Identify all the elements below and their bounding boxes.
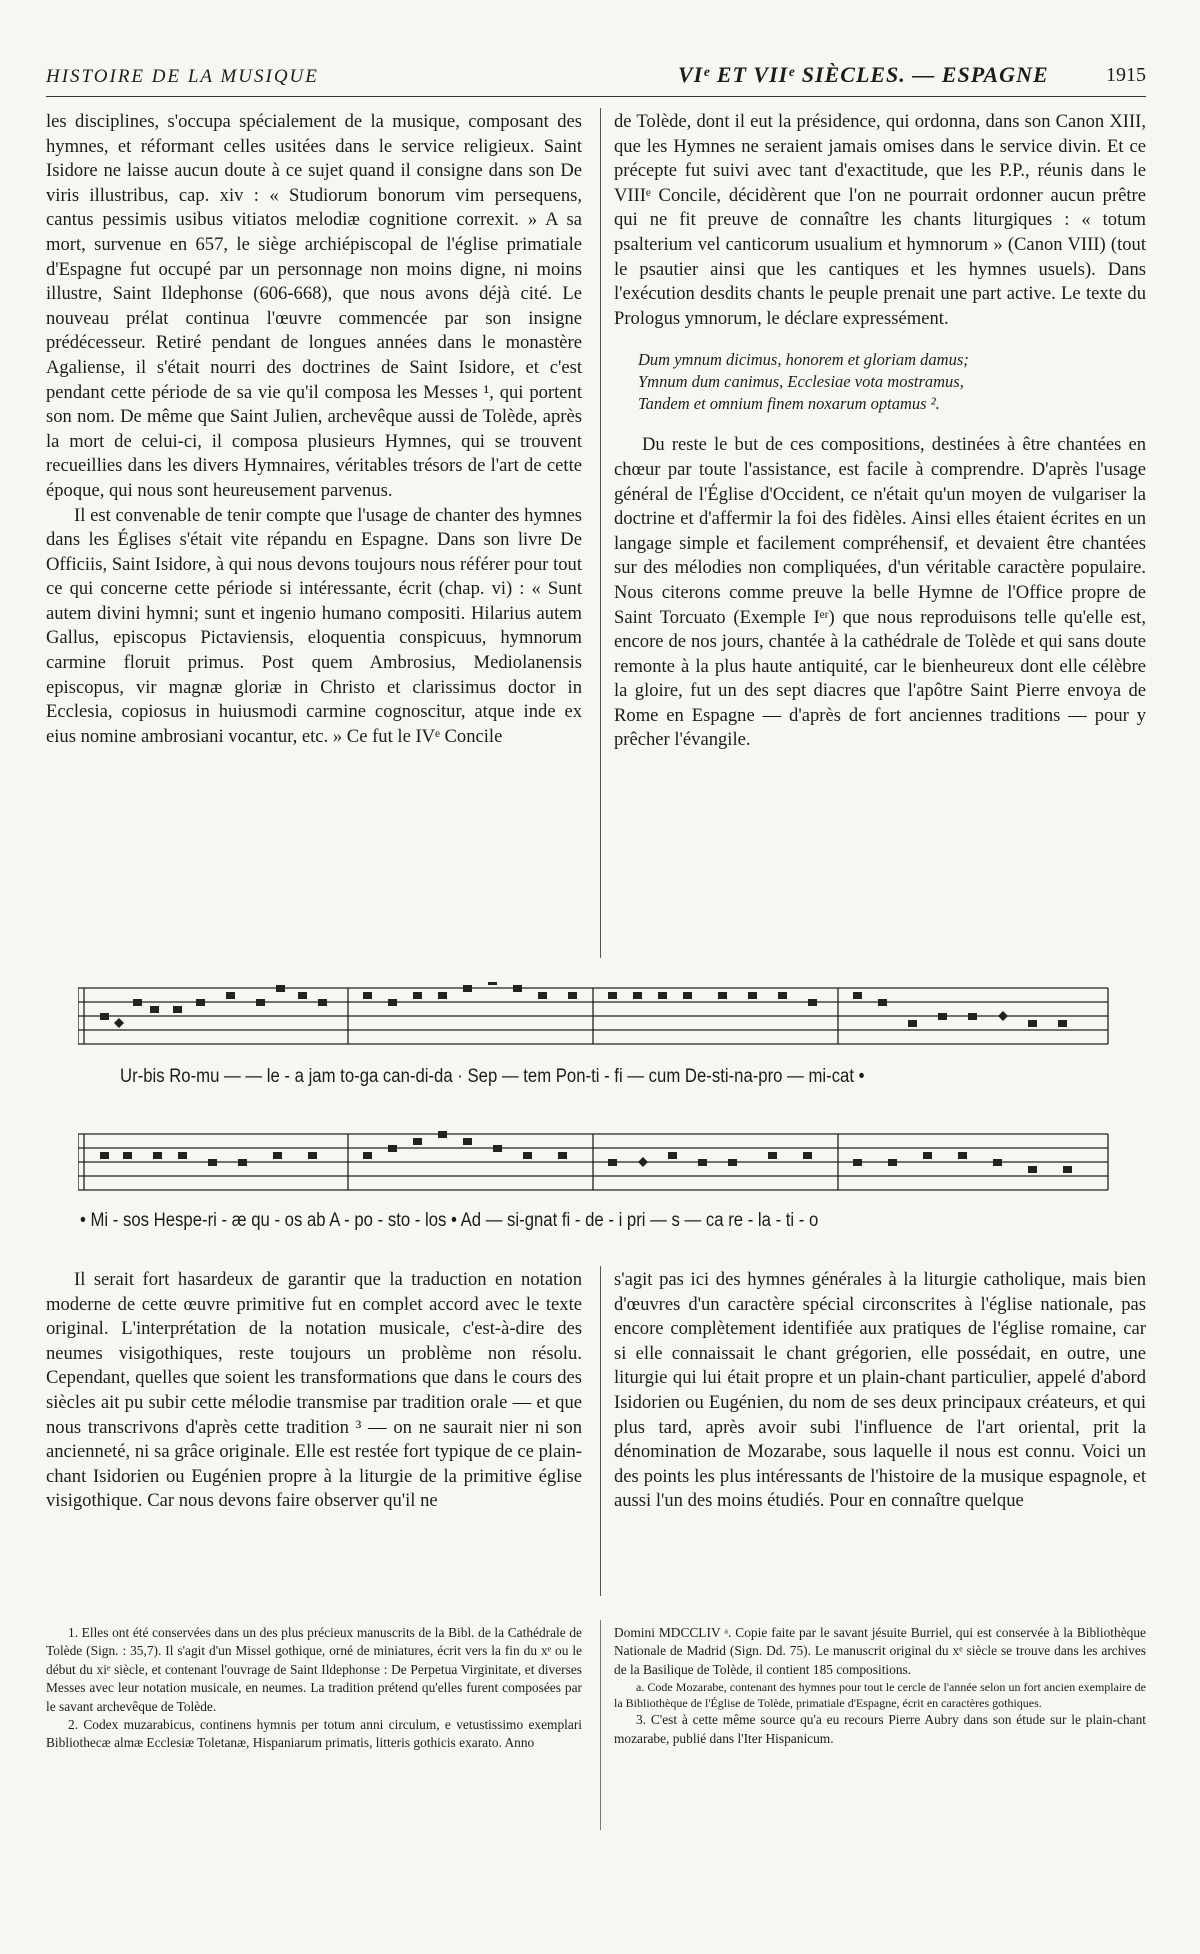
- header-chapter: VIᵉ ET VIIᵉ SIÈCLES. — ESPAGNE: [678, 62, 1049, 87]
- footnote-a: a. Code Mozarabe, contenant des hymnes pour tout le cercle de l'année selon un fort ancien exemplaire de la Bibliothèque de l'Église de Tolède, primatiale d'Espagne, écrit en caractères gothiques.: [614, 1680, 1146, 1711]
- verse-line: Ymnum dum canimus, Ecclesiae vota mostramus,: [638, 372, 964, 392]
- running-header: [46, 62, 1146, 92]
- left-column-bottom: [46, 1268, 582, 1514]
- column-divider-top: [600, 108, 601, 958]
- bottom-left-paragraph: Il serait fort hasardeux de garantir que la traduction en notation moderne de cette œuvre primitive fut en complet accord avec le texte original. L'interprétation de la notation musicale, c'est-à-dire des neumes visigothiques, reste toujours un problème non résolu. Cependant, quelles que soient les transformations que dans le cours des siècles ait pu subir cette mélodie transmise par tradition orale — et que nous transcrivons d'après cette tradition ³ — on ne saurait nier ni son ancienneté, ni sa grâce originale. Elle est restée fort typique de ce plain-chant Isidorien ou Eugénien propre à la liturgie de la primitive église visigothique. Car nous devons faire observer qu'il ne: [46, 1269, 582, 1512]
- footnotes-left: [46, 1624, 582, 1753]
- page-number: 1915: [1106, 64, 1146, 86]
- left-paragraph-2: Il est convenable de tenir compte que l'usage de chanter des hymnes dans les Églises s'était vite répandu en Espagne. Dans son livre De Officiis, Saint Isidore, à qui nous devons toujours nous référer pour tout ce qui concerne cette période si intéressante, écrit (chap. vi) : « Sunt autem divini hymni; sunt et ingenio humano compositi. Hilarius autem Gallus, episcopus Pictaviensis, eloquentia conspicuus, hymnorum carmine floruit primus. Post quem Ambrosius, Mediolanensis episcopus, vir magnæ gloriæ in Christo et clarissimus doctor in Ecclesia, copiosus in huiusmodi carmine cognoscitur, atque inde ex eius nomine ambrosiani vocantur, etc. » Ce fut le IVᵉ Concile: [46, 504, 582, 747]
- footnote-1: 1. Elles ont été conservées dans un des plus précieux manuscrits de la Bibl. de la Cathédrale de Tolède (Sign. : 35,7). Il s'agit d'un Missel gothique, orné de miniatures, écrit vers la fin du xᵉ ou le début du xiᵉ siècle, et contenant l'ouvrage de Saint Ildephonse : De Perpetua Virginitate, et diverses Messes avec leur notation musicale, en neumes. La tradition prétend qu'elles furent composées par le savant archevêque de Tolède.: [46, 1625, 582, 1714]
- music-lyrics-2: • Mi - sos Hespe-ri - æ qu - os ab A - po - sto - los • Ad — si-gnat fi - de - i pri — s — ca re - la - ti - o: [80, 1210, 819, 1231]
- right-paragraph-2: Du reste le but de ces compositions, destinées à être chantées en chœur par toute l'assistance, est facile à comprendre. D'après l'usage général de l'Église d'Occident, ce n'était qu'un moyen de vulgariser la doctrine et d'affermir la foi des fidèles. Ainsi elles étaient écrites en un langage simple et facilement compréhensif, et devaient être chantées sur des mélodies non compliquées, d'un véritable caractère populaire. Nous citerons comme preuve la belle Hymne de l'Office propre de Saint Torcuato (Exemple Iᵉʳ) que nous reproduisons telle qu'elle est, encore de nos jours, chantée à la cathédrale de Tolède et qui sans doute remonte à la plus haute antiquité, car le bienheureux dont elle célèbre la gloire, fut un des sept diacres que l'apôtre Saint Pierre envoya de Rome en Espagne — d'après de fort anciennes traditions — pour y prêcher l'évangile.: [614, 434, 1146, 751]
- right-column-bottom: [614, 1268, 1146, 1514]
- bottom-right-paragraph: s'agit pas ici des hymnes générales à la liturgie catholique, mais bien d'œuvres d'un caractère spécial circonscrites à l'église nationale, pas encore complètement identifiée aux pratiques de l'église romaine, car si elle connaissait le chant grégorien, elle possédait, en outre, une liturgie qui lui était propre et un plain-chant particulier, appelé d'abord Isidorien ou Eugénien, du nom de ses deux principaux créateurs, et qui plus tard, après avoir subi l'influence de l'art oriental, prit la dénomination de Mozarabe, sous laquelle il nous est connu. Voici un des points les plus intéressants de l'histoire de la musique espagnole, et aussi l'un des moins étudiés. Pour en connaître quelque: [614, 1269, 1146, 1512]
- header-rule: [46, 96, 1146, 97]
- music-staff-2: [78, 1128, 1118, 1218]
- right-column-top: [614, 110, 1146, 753]
- verse-line: Dum ymnum dicimus, honorem et gloriam damus;: [638, 350, 969, 370]
- footnote-2: 2. Codex muzarabicus, continens hymnis per totum anni circulum, e vetustissimo exemplari Bibliothecæ almæ Ecclesiæ Toletanæ, Hispaniarum primatis, litteris gothicis exarato. Anno: [46, 1717, 582, 1751]
- verse-line: Tandem et omnium finem noxarum optamus ².: [638, 394, 940, 414]
- music-staff-1: [78, 982, 1118, 1072]
- footnote-3: 3. C'est à cette même source qu'a eu recours Pierre Aubry dans son étude sur le plain-chant mozarabe, publié dans l'Iter Hispanicum.: [614, 1712, 1146, 1746]
- left-column-top: [46, 110, 582, 749]
- footnotes-right: [614, 1624, 1146, 1748]
- music-lyrics-1: Ur-bis Ro-mu — — le - a jam to-ga can-di-da · Sep — tem Pon-ti - fi — cum De-sti-na-pro — mi-cat •: [120, 1066, 865, 1087]
- left-paragraph-1: les disciplines, s'occupa spécialement de la musique, composant des hymnes, et réformant celles usitées dans le service religieux. Saint Isidore ne laisse aucun doute à ce sujet quand il consigne dans son De viris illustribus, cap. xiv : « Studiorum bonorum vim persequens, cantus pessimis usibus vitiatos melodiæ cognitione correxit. » A sa mort, survenue en 657, le siège archiépiscopal de l'église primatiale d'Espagne fut occupé par un personnage non moins digne, ni moins illustre, Saint Ildephonse (606-668), que nous avons déjà cité. Le nouveau prélat continua l'œuvre commencée par son insigne prédécesseur. Retiré pendant de longues années dans le monastère Agaliense, il s'était nourri des doctrines de Saint Isidore, et c'est pendant cette période de sa vie qu'il composa les Messes ¹, qui portent son nom. De même que Saint Julien, archevêque aussi de Tolède, après la mort de celui-ci, il composa plusieurs Hymnes, qui se trouvent recueillies dans les divers Hymnaires, véritables trésors de l'art de cette époque, qui nous sont heureusement parvenus.: [46, 111, 582, 501]
- header-title: HISTOIRE DE LA MUSIQUE: [46, 66, 319, 87]
- footnote-2-continued: Domini MDCCLIV ᵃ. Copie faite par le savant jésuite Burriel, qui est conservée à la Bibliothèque Nationale de Madrid (Sign. Dd. 75). Le manuscrit original du xᵉ siècle se trouve dans les archives de la Basilique de Tolède, il contient 185 compositions.: [614, 1625, 1146, 1677]
- column-divider-bottom: [600, 1266, 601, 1596]
- footnote-divider: [600, 1620, 601, 1830]
- right-paragraph-1: de Tolède, dont il eut la présidence, qui ordonna, dans son Canon XIII, que les Hymnes ne seraient jamais omises dans le service divin. Et ce précepte fut suivi avec tant d'exactitude, que les P.P., réunis dans le VIIIᵉ Concile, décidèrent que l'on ne pourrait ordonner aucun prêtre qui ne fit preuve de connaître les chants liturgiques : « totum psalterium vel canticorum usualium et hymnorum » (Canon VIII) (tout le psautier ainsi que les cantiques et les hymnes usuels). Dans l'exécution desdits chants le peuple prenait une part active. Le texte du Prologus ymnorum, le déclare expressément.: [614, 111, 1146, 329]
- latin-verse: [638, 349, 1146, 415]
